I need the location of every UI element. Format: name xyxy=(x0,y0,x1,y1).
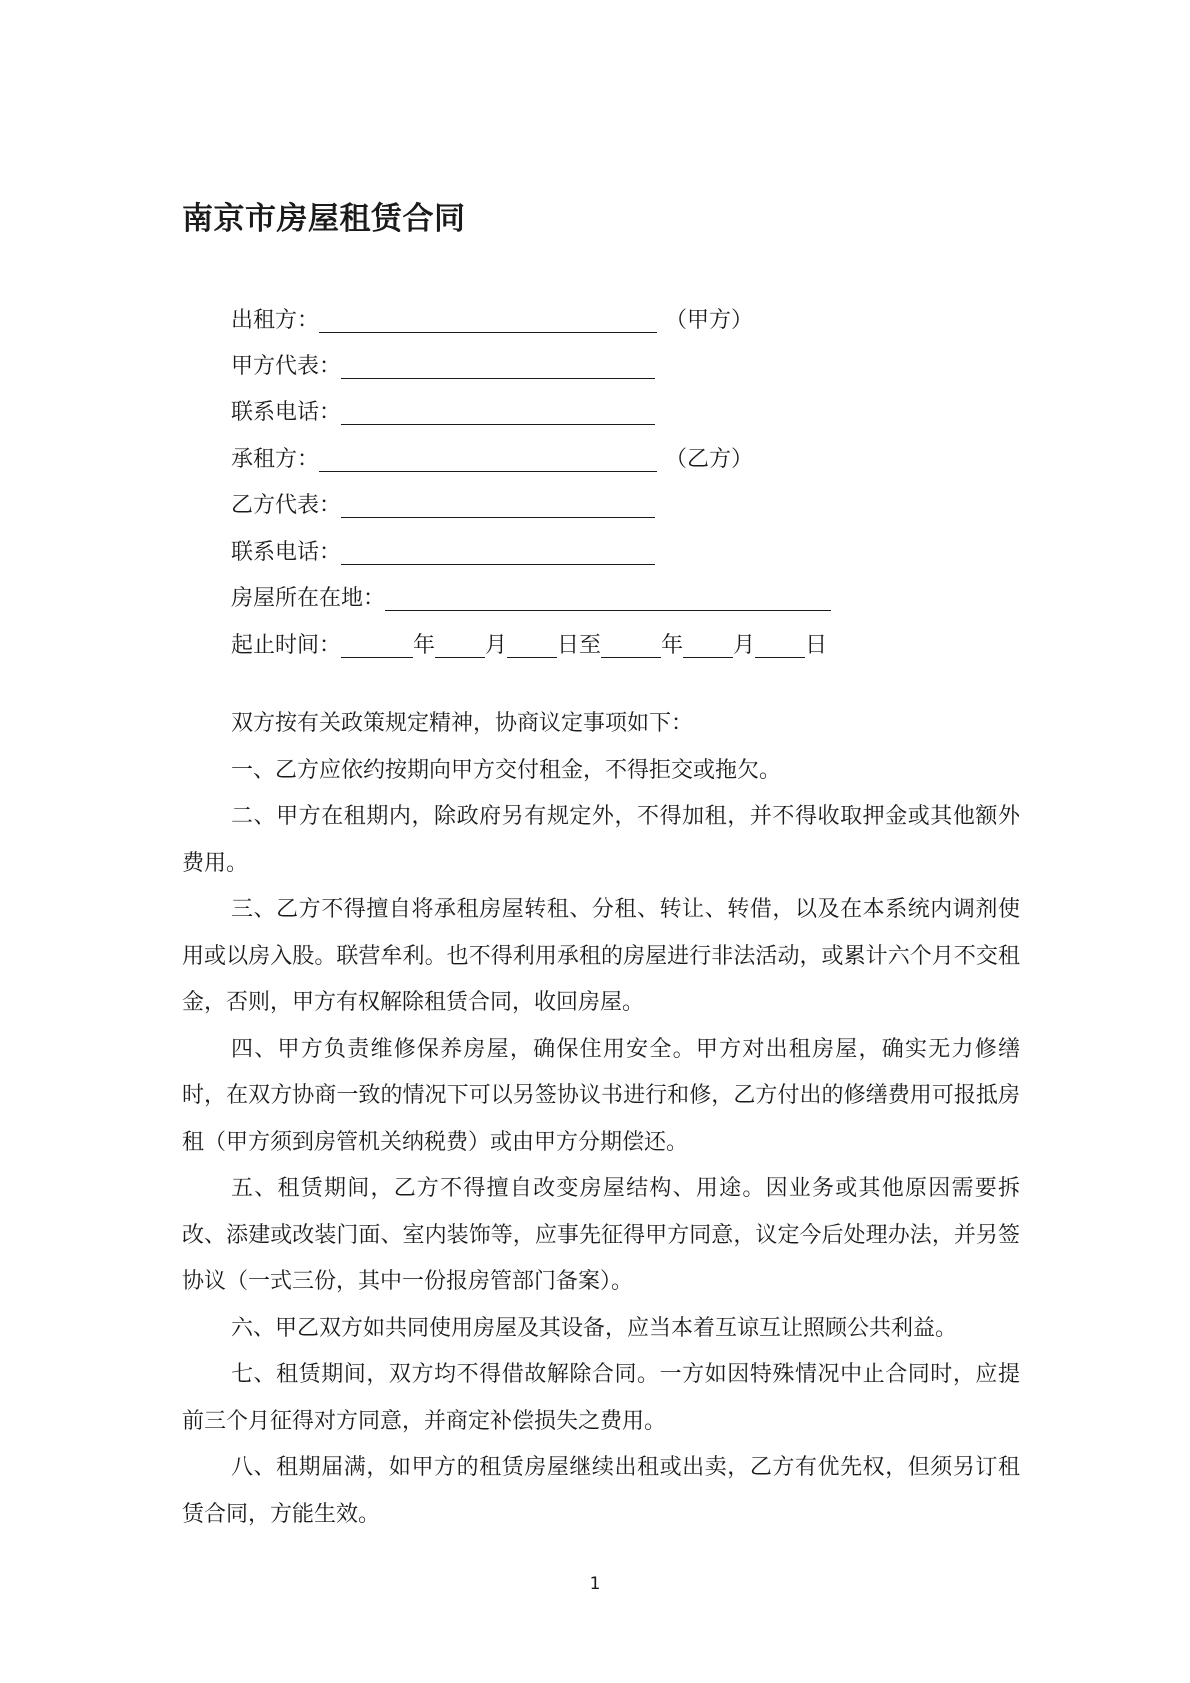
lessee-blank[interactable] xyxy=(319,447,657,472)
party-a-phone-blank[interactable] xyxy=(341,400,655,425)
address-blank[interactable] xyxy=(385,586,831,611)
lessee-suffix: （乙方） xyxy=(665,447,754,472)
party-b-phone-label: 联系电话： xyxy=(231,540,342,565)
intro-paragraph: 双方按有关政策规定精神，协商议定事项如下： xyxy=(231,711,694,736)
clause-2: 二、甲方在租期内，除政府另有规定外，不得加租，并不得收取押金或其他额外费用。 xyxy=(182,804,1020,876)
party-a-rep-blank[interactable] xyxy=(341,354,655,379)
party-a-rep-label: 甲方代表： xyxy=(231,354,342,379)
end-day-blank[interactable] xyxy=(755,633,805,658)
clause-5: 五、租赁期间，乙方不得擅自改变房屋结构、用途。因业务或其他原因需要拆改、添建或改装门面、室内装饰等，应事先征得甲方同意，议定今后处理办法，并另签协议（一式三份，其中一份报房管部门备案）。 xyxy=(182,1176,1020,1294)
start-month-blank[interactable] xyxy=(435,633,485,658)
address-label: 房屋所在在地： xyxy=(231,586,386,611)
lessor-label: 出租方： xyxy=(231,308,320,333)
end-month-blank[interactable] xyxy=(683,633,733,658)
lessee-field xyxy=(231,444,753,476)
lessee-label: 承租方： xyxy=(231,447,320,472)
page-number: 1 xyxy=(589,1574,601,1594)
lessor-field xyxy=(231,305,753,337)
lessor-blank[interactable] xyxy=(319,308,657,333)
party-b-rep-field xyxy=(231,490,655,522)
lessor-suffix: （甲方） xyxy=(665,308,754,333)
start-day-blank[interactable] xyxy=(507,633,557,658)
document-title: 南京市房屋租赁合同 xyxy=(182,201,466,237)
clause-1: 一、乙方应依约按期向甲方交付租金，不得拒交或拖欠。 xyxy=(231,757,782,783)
clause-6: 六、甲乙双方如共同使用房屋及其设备，应当本着互谅互让照顾公共利益。 xyxy=(231,1315,958,1341)
party-a-rep-field xyxy=(231,351,655,383)
party-a-phone-field xyxy=(231,397,655,429)
start-year-unit: 年 xyxy=(413,633,436,658)
party-b-phone-blank[interactable] xyxy=(341,540,655,565)
party-a-phone-label: 联系电话： xyxy=(231,400,342,425)
period-field xyxy=(231,630,827,662)
end-day-unit: 日 xyxy=(805,633,828,658)
clause-4: 四、甲方负责维修保养房屋，确保住用安全。甲方对出租房屋，确实无力修缮时，在双方协商一致的情况下可以另签协议书进行和修，乙方付出的修缮费用可报抵房租（甲方须到房管机关纳税费）或由甲方分期偿还。 xyxy=(182,1036,1020,1155)
address-field xyxy=(231,583,831,615)
clause-3: 三、乙方不得擅自将承租房屋转租、分租、转让、转借，以及在本系统内调剂使用或以房入股。联营牟利。也不得利用承租的房屋进行非法活动，或累计六个月不交租金，否则，甲方有权解除租赁合同，收回房屋。 xyxy=(182,897,1020,1015)
party-b-rep-label: 乙方代表： xyxy=(231,493,342,518)
period-label: 起止时间： xyxy=(231,633,342,658)
party-b-rep-blank[interactable] xyxy=(341,493,655,518)
end-year-unit: 年 xyxy=(661,633,684,658)
clause-8: 八、租期届满，如甲方的租赁房屋继续出租或出卖，乙方有优先权，但须另订租赁合同，方能生效。 xyxy=(182,1455,1020,1527)
start-month-unit: 月 xyxy=(485,633,508,658)
clause-7: 七、租赁期间，双方均不得借故解除合同。一方如因特殊情况中止合同时，应提前三个月征得对方同意，并商定补偿损失之费用。 xyxy=(182,1362,1020,1434)
end-year-blank[interactable] xyxy=(601,633,661,658)
contract-body xyxy=(182,701,1020,1538)
start-day-unit: 日至 xyxy=(557,633,602,658)
party-b-phone-field xyxy=(231,537,655,569)
end-month-unit: 月 xyxy=(733,633,756,658)
start-year-blank[interactable] xyxy=(341,633,413,658)
